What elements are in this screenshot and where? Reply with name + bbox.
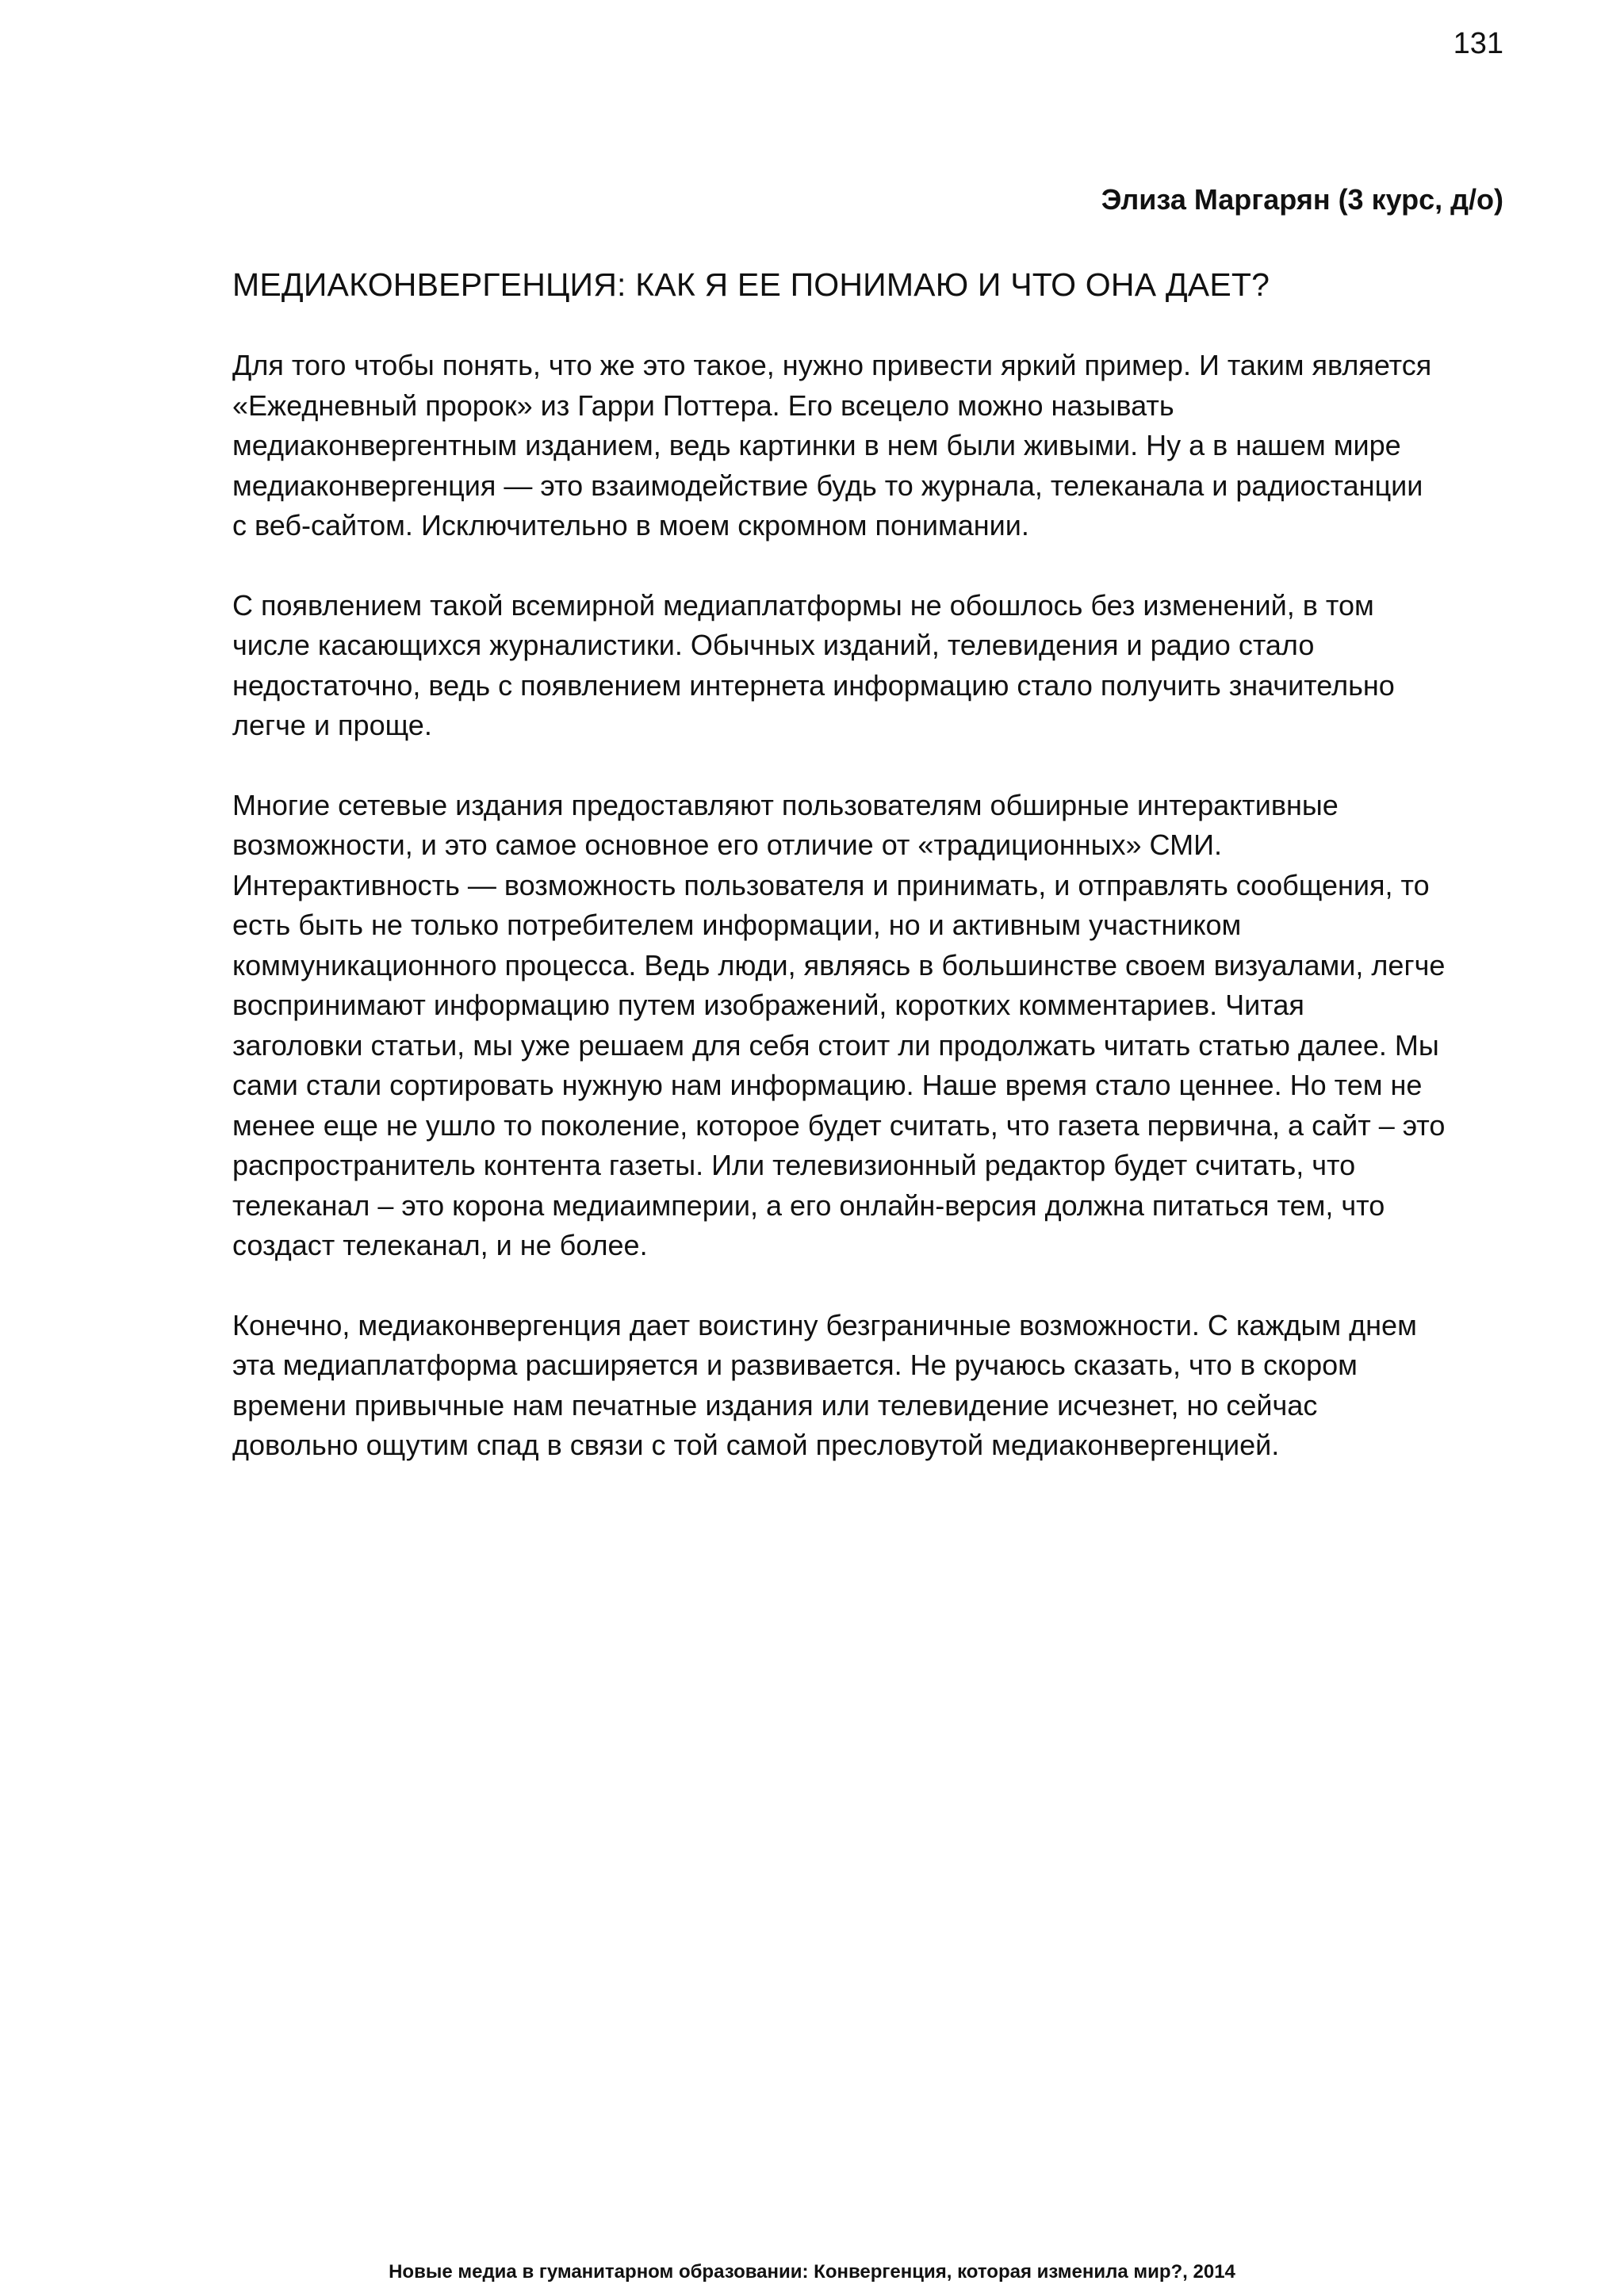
paragraph [232, 786, 1517, 1266]
text-line: заголовки статьи, мы уже решаем для себя стоит ли продолжать читать статью далее. Мы [232, 1028, 1439, 1062]
text-line: времени привычные нам печатные издания или телевидение исчезнет, но сейчас [232, 1388, 1318, 1422]
text-line: Для того чтобы понять, что же это такое, нужно привести яркий пример. И таким является [232, 349, 1432, 381]
text-line: числе касающихся журналистики. Обычных изданий, телевидения и радио стало [232, 629, 1315, 661]
paragraph [232, 586, 1517, 746]
text-line: Конечно, медиаконвергенция дает воистину безграничные возможности. С каждым днем [232, 1308, 1417, 1341]
article-title: МЕДИАКОНВЕРГЕНЦИЯ: КАК Я ЕЕ ПОНИМАЮ И ЧТО ОНА ДАЕТ? [232, 266, 1270, 303]
text-line: эта медиаплатформа расширяется и развивается. Не ручаюсь сказать, что в скором [232, 1349, 1358, 1381]
text-line: медиаконвергентным изданием, ведь картинки в нем были живыми. Ну а в нашем мире [232, 429, 1401, 461]
text-line: Многие сетевые издания предоставляют пользователям обширные интерактивные [232, 788, 1339, 821]
page-footer: Новые медиа в гуманитарном образовании: Конвергенция, которая изменила мир?, 2014 [389, 2261, 1235, 2283]
paragraph [232, 346, 1517, 546]
text-line: есть быть не только потребителем информации, но и активным участником [232, 909, 1242, 941]
text-line: возможности, и это самое основное его отличие от «традиционных» СМИ. [232, 828, 1222, 861]
text-line: С появлением такой всемирной медиаплатформы не обошлось без изменений, в том [232, 588, 1374, 622]
text-line: менее еще не ушло то поколение, которое будет считать, что газета первична, а сайт – это [232, 1108, 1446, 1142]
author-line: Элиза Маргарян (3 курс, д/о) [1101, 183, 1503, 216]
text-line: телеканал – это корона медиаимперии, а его онлайн-версия должна питаться тем, что [232, 1188, 1385, 1222]
text-line: коммуникационного процесса. Ведь люди, являясь в большинстве своем визуалами, легче [232, 948, 1446, 982]
text-line: недостаточно, ведь с появлением интернета информацию стало получить значительно [232, 668, 1395, 702]
text-line: воспринимают информацию путем изображений, коротких комментариев. Читая [232, 989, 1304, 1021]
text-line: создаст телеканал, и не более. [232, 1229, 648, 1261]
article-body [232, 346, 1517, 1506]
text-line: с веб-сайтом. Исключительно в моем скромном понимании. [232, 509, 1029, 541]
text-line: медиаконвергенция — это взаимодействие будь то журнала, телеканала и радиостанции [232, 469, 1423, 502]
text-line: сами стали сортировать нужную нам информацию. Наше время стало ценнее. Но тем не [232, 1069, 1423, 1101]
page-number: 131 [1453, 27, 1503, 60]
text-line: легче и проще. [232, 709, 432, 741]
text-line: «Ежедневный пророк» из Гарри Поттера. Его всецело можно называть [232, 388, 1174, 422]
text-line: распространитель контента газеты. Или телевизионный редактор будет считать, что [232, 1149, 1356, 1181]
text-line: довольно ощутим спад в связи с той самой пресловутой медиаконвергенцией. [232, 1429, 1280, 1461]
paragraph [232, 1306, 1517, 1466]
text-line: Интерактивность — возможность пользователя и принимать, и отправлять сообщения, то [232, 868, 1430, 901]
